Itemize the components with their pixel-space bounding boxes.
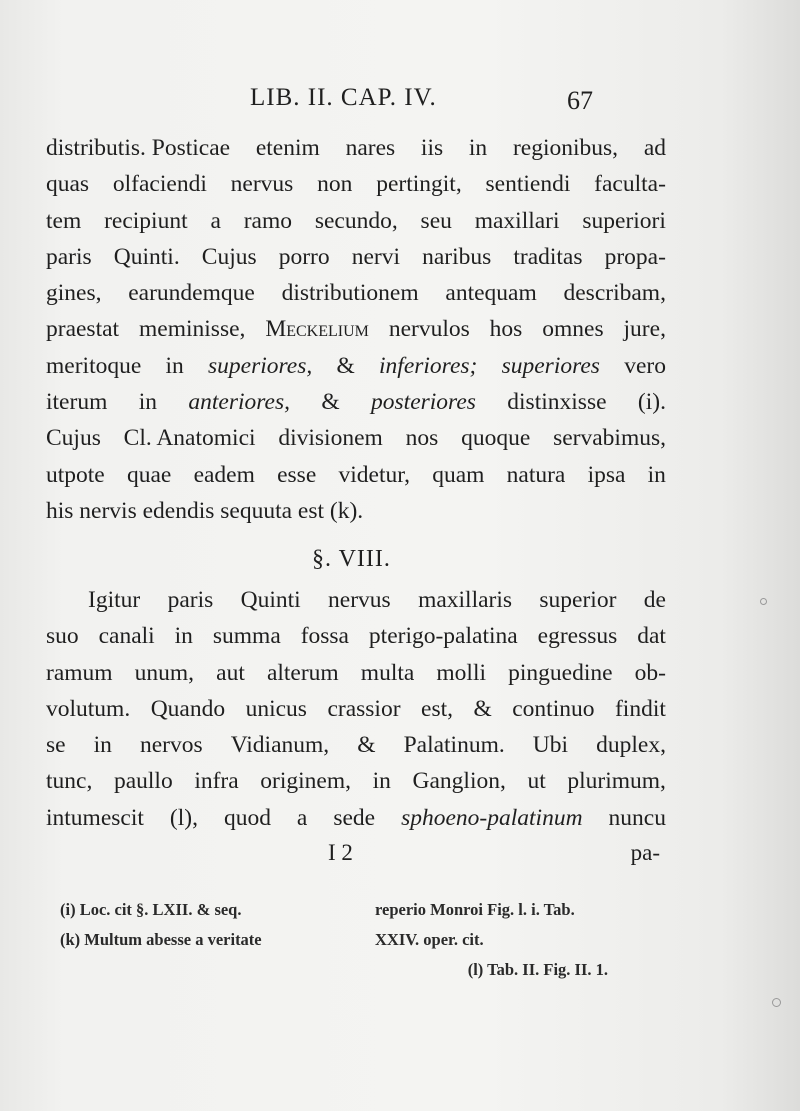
word: in [93,732,112,759]
word: dat [637,623,666,650]
word: Palatinum. [403,732,505,759]
footnote-continuation: XXIV. oper. cit. [375,930,484,949]
word: ipsa [587,461,626,488]
text-line [46,618,666,654]
paragraph-1-last-line-wrap [46,493,666,529]
word: in [468,135,488,161]
word: maxillari [474,207,560,234]
catchword: pa- [630,840,660,865]
word: videtur, [338,461,410,488]
word: ramo [243,207,292,234]
word: nares [345,135,396,161]
word: quoque [461,425,531,452]
word: & [473,695,492,722]
signature-mark: I 2 [328,840,353,865]
footnote-i: (i) Loc. cit §. LXII. & seq. [60,900,242,919]
word: inferiores; [379,352,478,379]
word: nervus [328,587,391,613]
word: recipiunt [104,207,188,234]
word: Quando [150,695,226,722]
word: superiores, [208,352,313,379]
word: quod [223,804,271,831]
word: superiori [582,207,666,234]
word: meminisse, [139,316,246,343]
word: nervulos [388,316,470,343]
page-header [250,84,630,124]
word: egressus [537,623,618,650]
word: multa [360,659,415,686]
word: paullo [113,768,173,795]
paragraph-2 [46,582,666,836]
word: iterum [46,389,108,416]
text-line [46,457,666,493]
word: ad [643,135,666,161]
paper-speck [772,998,781,1007]
word: pterigo-palatina [368,623,518,650]
footnotes [60,895,670,985]
word: gines, [46,280,102,307]
word: Igitur [88,587,141,613]
word: in [647,461,666,488]
footnote-row [60,895,670,925]
text-line [46,763,666,799]
word: a [210,207,221,234]
word: iis [420,135,444,161]
word: volutum. [46,695,131,722]
word: seu [420,207,452,234]
paper-speck [760,598,767,605]
word: Cujus [201,243,257,270]
page-number: 67 [567,86,593,115]
word: summa [212,623,281,650]
word: Ganglion, [412,768,506,795]
text-line [46,420,666,456]
word: regionibus, [512,135,619,161]
word: & [321,389,340,416]
word: faculta- [594,171,666,198]
word: intumescit [46,804,144,831]
word: maxillaris [418,587,513,613]
word: crassior [327,695,401,722]
word: in [174,623,193,650]
word: findit [614,695,666,722]
word: hos [489,316,523,343]
word: earundemque [128,280,255,307]
word: naribus [422,243,492,270]
word: utpote [46,461,105,488]
word: paris [46,243,92,270]
word: & [336,352,355,379]
text-line [46,275,666,311]
word: jure, [623,316,666,343]
word: tem [46,207,82,234]
word: de [643,587,666,613]
word: Meckelium [265,316,369,343]
word: Quinti. [113,243,180,270]
word: nervus [230,171,294,198]
word: divisionem [278,425,383,452]
word: Vidianum, [230,732,330,759]
word: posteriores [371,389,476,416]
text-line [46,493,666,529]
word: antequam [445,280,537,307]
word: infra [194,768,239,795]
word: est, [421,695,453,722]
word: etenim [255,135,320,161]
word: ob- [634,659,666,686]
word: suo [46,623,79,650]
word: Cujus [46,425,101,452]
word: paris [167,587,214,613]
word: porro [278,243,330,270]
word: aut [216,659,245,686]
word: alterum [266,659,339,686]
text-line [46,800,666,836]
text-line [46,582,666,618]
word: Cl. Anatomici [123,425,256,452]
word: quas [46,171,90,198]
word: secundo, [314,207,398,234]
word: in [165,352,184,379]
word: olfaciendi [112,171,207,198]
word: describam, [563,280,666,307]
word: pinguedine [508,659,613,686]
word: Quinti [240,587,301,613]
word: esse [277,461,317,488]
word: nervos [139,732,203,759]
word: originem, [260,768,352,795]
word: duplex, [596,732,666,759]
word: vero [624,352,666,379]
signature-line [46,840,666,876]
text-line [46,348,666,384]
word: omnes [542,316,604,343]
text-line [46,239,666,275]
paragraph-1 [46,130,666,493]
word: continuo [512,695,595,722]
text-line [46,691,666,727]
word: (l), [169,804,198,831]
word: ramum [46,659,113,686]
word: tunc, [46,768,93,795]
word: molli [436,659,487,686]
running-head: LIB. II. CAP. IV. [250,84,437,111]
word: pertingit, [376,171,462,198]
text-line [46,311,666,347]
word: nos [405,425,439,452]
text-line [46,166,666,202]
text-line [46,655,666,691]
footnote-k: (k) Multum abesse a veritate [60,930,262,949]
word: eadem [193,461,255,488]
word: Ubi [532,732,569,759]
text-line [46,203,666,239]
word: quam [432,461,485,488]
footnote-continuation: reperio Monroi Fig. l. i. Tab. [375,900,575,919]
word: sentiendi [485,171,571,198]
word: meritoque [46,352,142,379]
text-line [46,384,666,420]
word: a [296,804,308,831]
word: in [138,389,157,416]
word: anteriores, [188,389,290,416]
section-heading: §. VIII. [312,546,391,572]
word: sphoeno-palatinum [401,804,583,831]
word: plurimum, [567,768,666,795]
word: distributis. Posticae [46,135,231,161]
text-line [46,727,666,763]
word: natura [506,461,566,488]
word: non [317,171,353,198]
word: servabimus, [553,425,666,452]
word: fossa [300,623,349,650]
word: distinxisse [507,389,607,416]
footnote-row [60,955,670,985]
word: unum, [134,659,195,686]
word: in [372,768,391,795]
word: canali [98,623,155,650]
word: propa- [604,243,666,270]
text-line-content: his nervis edendis sequuta est (k). [46,498,364,524]
word: nervi [351,243,400,270]
text-line [46,130,666,166]
word: quae [126,461,172,488]
word: sede [333,804,376,831]
word: traditas [513,243,583,270]
word: se [46,732,66,759]
word: & [357,732,376,759]
word: nuncu [608,804,666,831]
word: superiores [501,352,600,379]
word: distributionem [281,280,419,307]
word: unicus [245,695,307,722]
footnote-l: (l) Tab. II. Fig. II. 1. [467,960,608,979]
word: praestat [46,316,120,343]
footnote-row [60,925,670,955]
word: ut [527,768,546,795]
word: superior [539,587,617,613]
word: (i). [637,389,666,416]
